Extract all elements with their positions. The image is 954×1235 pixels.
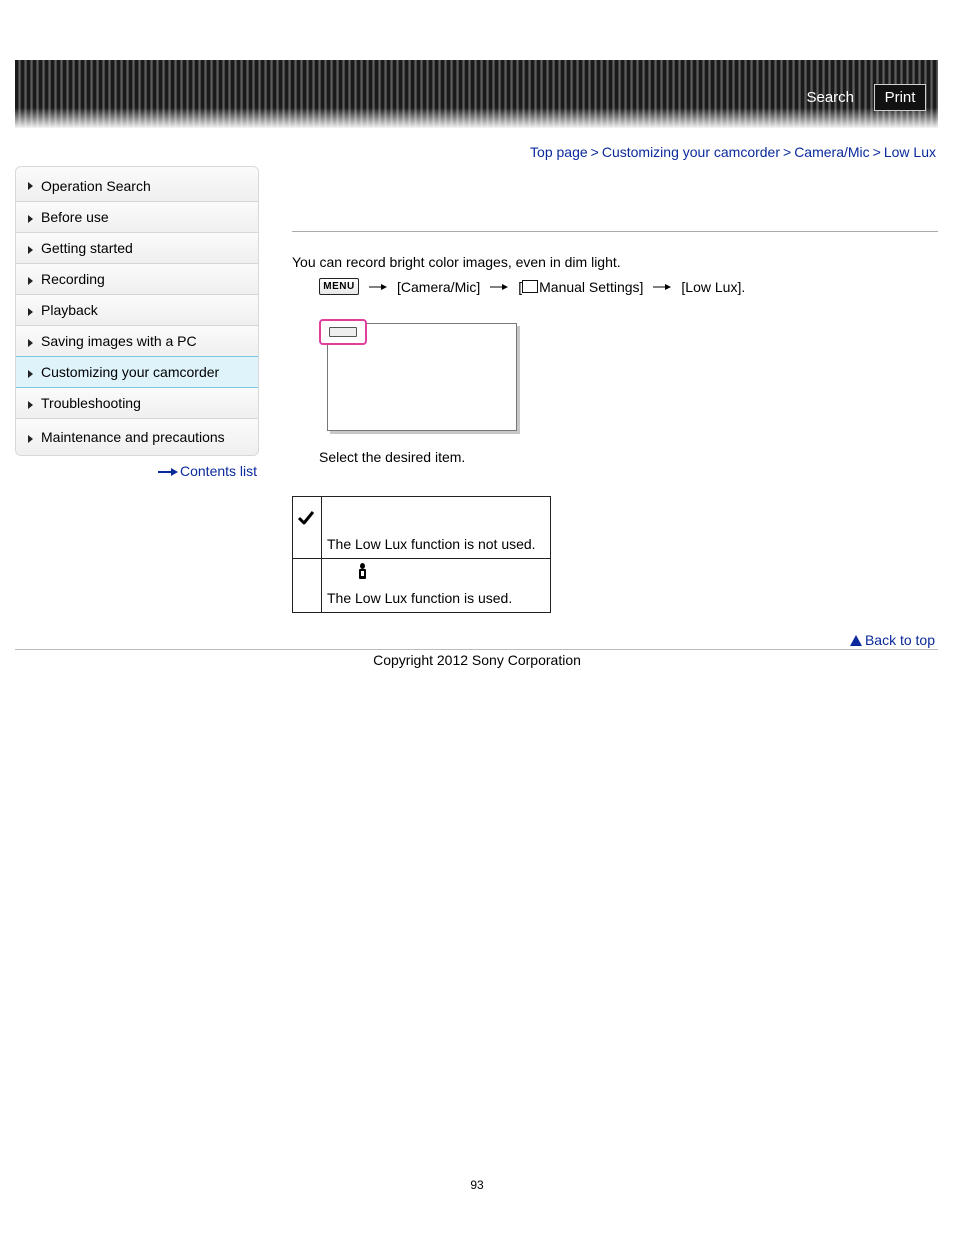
triangle-right-icon xyxy=(28,401,33,409)
triangle-up-icon xyxy=(850,635,862,646)
page-number: 93 xyxy=(470,1178,484,1192)
arrow-right-icon xyxy=(369,283,387,291)
contents-list-label: Contents list xyxy=(180,463,258,479)
sidebar-item-label: Maintenance and precautions xyxy=(41,429,225,445)
menu-step xyxy=(319,278,745,295)
title-divider xyxy=(292,231,938,232)
sidebar-item-label: Operation Search xyxy=(41,178,151,194)
arrow-right-icon xyxy=(158,468,178,476)
sidebar-item-troubleshooting[interactable] xyxy=(16,388,258,419)
contents-list-link[interactable] xyxy=(158,463,257,479)
sidebar-item-maintenance[interactable] xyxy=(16,419,258,455)
breadcrumb-customizing[interactable]: Customizing your camcorder xyxy=(601,144,780,160)
breadcrumb-separator: > xyxy=(783,144,792,160)
sidebar-item-saving-images[interactable] xyxy=(16,326,258,357)
option-icon-cell xyxy=(293,497,322,559)
select-instruction: Select the desired item. xyxy=(319,449,466,465)
option-text: The Low Lux function is used. xyxy=(327,590,513,606)
footer-divider xyxy=(15,649,938,650)
sidebar-item-recording[interactable] xyxy=(16,264,258,295)
options-table xyxy=(292,496,551,613)
low-lux-icon xyxy=(358,563,367,579)
triangle-right-icon xyxy=(28,308,33,316)
arrow-right-icon xyxy=(653,283,671,291)
breadcrumb-separator: > xyxy=(872,144,881,160)
sidebar-item-label: Saving images with a PC xyxy=(41,333,197,349)
triangle-right-icon xyxy=(28,215,33,223)
menu-button-icon xyxy=(329,327,357,337)
manual-settings-icon xyxy=(522,280,538,293)
screen-menu-highlight xyxy=(319,319,367,345)
header-bar xyxy=(15,60,938,128)
sidebar-item-before-use[interactable] xyxy=(16,202,258,233)
sidebar-item-getting-started[interactable] xyxy=(16,233,258,264)
step-manual-settings xyxy=(518,279,643,295)
sidebar-item-operation-search[interactable] xyxy=(16,167,258,202)
triangle-right-icon xyxy=(28,339,33,347)
sidebar-item-playback[interactable] xyxy=(16,295,258,326)
option-icon-cell xyxy=(293,559,322,613)
back-to-top-label: Back to top xyxy=(864,632,935,648)
back-to-top-link[interactable] xyxy=(850,632,935,648)
print-button[interactable]: Print xyxy=(874,84,926,111)
triangle-right-icon xyxy=(28,182,33,190)
triangle-right-icon xyxy=(28,246,33,254)
check-icon xyxy=(298,511,314,525)
option-description xyxy=(322,559,551,613)
triangle-right-icon xyxy=(28,370,33,378)
table-row xyxy=(293,497,551,559)
option-description: The Low Lux function is not used. xyxy=(322,497,551,559)
arrow-right-icon xyxy=(490,283,508,291)
table-row xyxy=(293,559,551,613)
search-link[interactable]: Search xyxy=(806,89,854,106)
step-manual-settings-label: Manual Settings] xyxy=(539,278,644,295)
breadcrumb xyxy=(530,144,936,160)
step-camera-mic: [Camera/Mic] xyxy=(397,278,481,295)
breadcrumb-low-lux[interactable]: Low Lux xyxy=(883,144,936,160)
sidebar-item-label: Recording xyxy=(41,271,105,287)
breadcrumb-separator: > xyxy=(590,144,599,160)
sidebar-item-label: Getting started xyxy=(41,240,133,256)
step-low-lux: [Low Lux]. xyxy=(681,278,746,295)
menu-button-icon: MENU xyxy=(319,278,359,295)
breadcrumb-top-page[interactable]: Top page xyxy=(530,144,588,160)
intro-text: You can record bright color images, even in dim light. xyxy=(292,254,621,270)
triangle-right-icon xyxy=(28,435,33,443)
sidebar-item-label: Before use xyxy=(41,209,109,225)
step-bracket-open: [ xyxy=(518,278,523,295)
copyright-text: Copyright 2012 Sony Corporation xyxy=(373,652,581,668)
sidebar-nav xyxy=(15,166,259,456)
sidebar-item-label: Customizing your camcorder xyxy=(41,364,220,380)
sidebar-item-label: Troubleshooting xyxy=(41,395,141,411)
breadcrumb-camera-mic[interactable]: Camera/Mic xyxy=(794,144,870,160)
sidebar-item-customizing[interactable] xyxy=(15,356,259,388)
triangle-right-icon xyxy=(28,277,33,285)
sidebar-item-label: Playback xyxy=(41,302,98,318)
